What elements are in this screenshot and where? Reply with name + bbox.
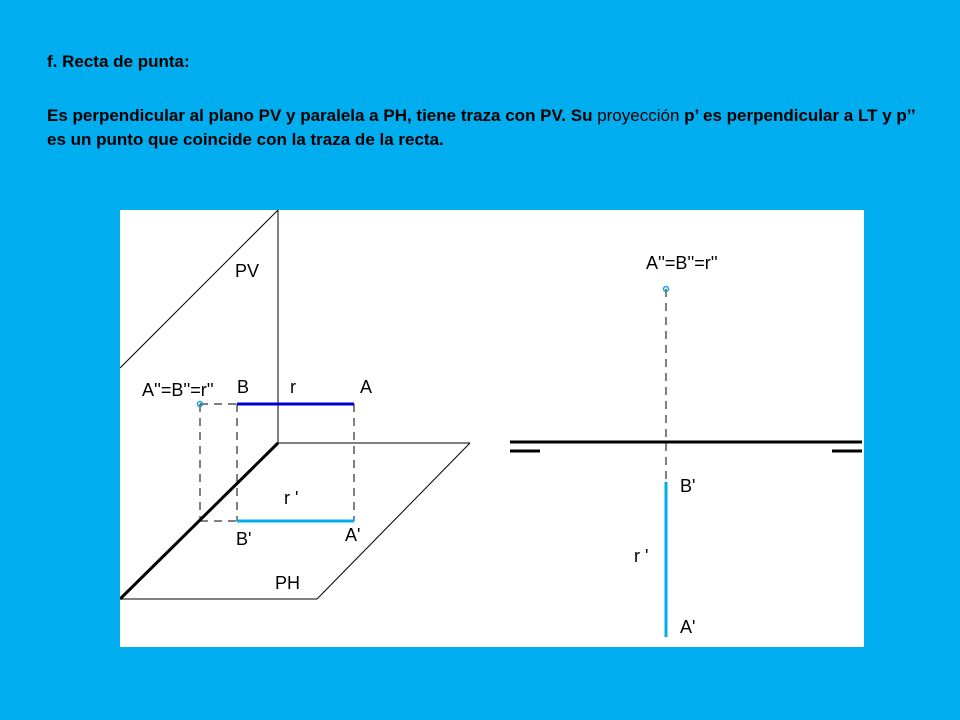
label-a-prime-right: A' (680, 617, 696, 637)
right-dihedral-view (510, 253, 862, 637)
projection-dashes (200, 404, 354, 521)
geometry-svg (120, 210, 864, 647)
slide-title: f. Recta de punta: (47, 52, 190, 71)
label-trace-left: A''=B''=r'' (142, 380, 214, 400)
left-3d-view (120, 210, 470, 599)
label-pv: PV (235, 261, 260, 281)
label-r-prime-right: r ' (634, 546, 649, 566)
description-part-3: p’ es perpendicular a LT y p’’ es un punto que coincide con la traza de la recta. (47, 106, 915, 149)
description-part-2: proyección (597, 106, 680, 125)
label-a-prime-left: A' (345, 525, 361, 545)
label-b-prime-left: B' (236, 529, 252, 549)
pv-plane-diagonal-edge (120, 210, 278, 368)
label-r: r (290, 377, 296, 397)
label-a: A (360, 377, 373, 397)
label-r-prime-left: r ' (284, 488, 299, 508)
label-trace-right: A''=B''=r'' (646, 253, 718, 273)
description-paragraph (47, 104, 927, 152)
label-ph: PH (275, 573, 301, 593)
label-b: B (237, 377, 250, 397)
label-b-prime-right: B' (680, 476, 696, 496)
geometry-figure (120, 210, 864, 647)
description-part-1: Es perpendicular al plano PV y paralela a PH, tiene traza con PV. Su (47, 106, 598, 125)
